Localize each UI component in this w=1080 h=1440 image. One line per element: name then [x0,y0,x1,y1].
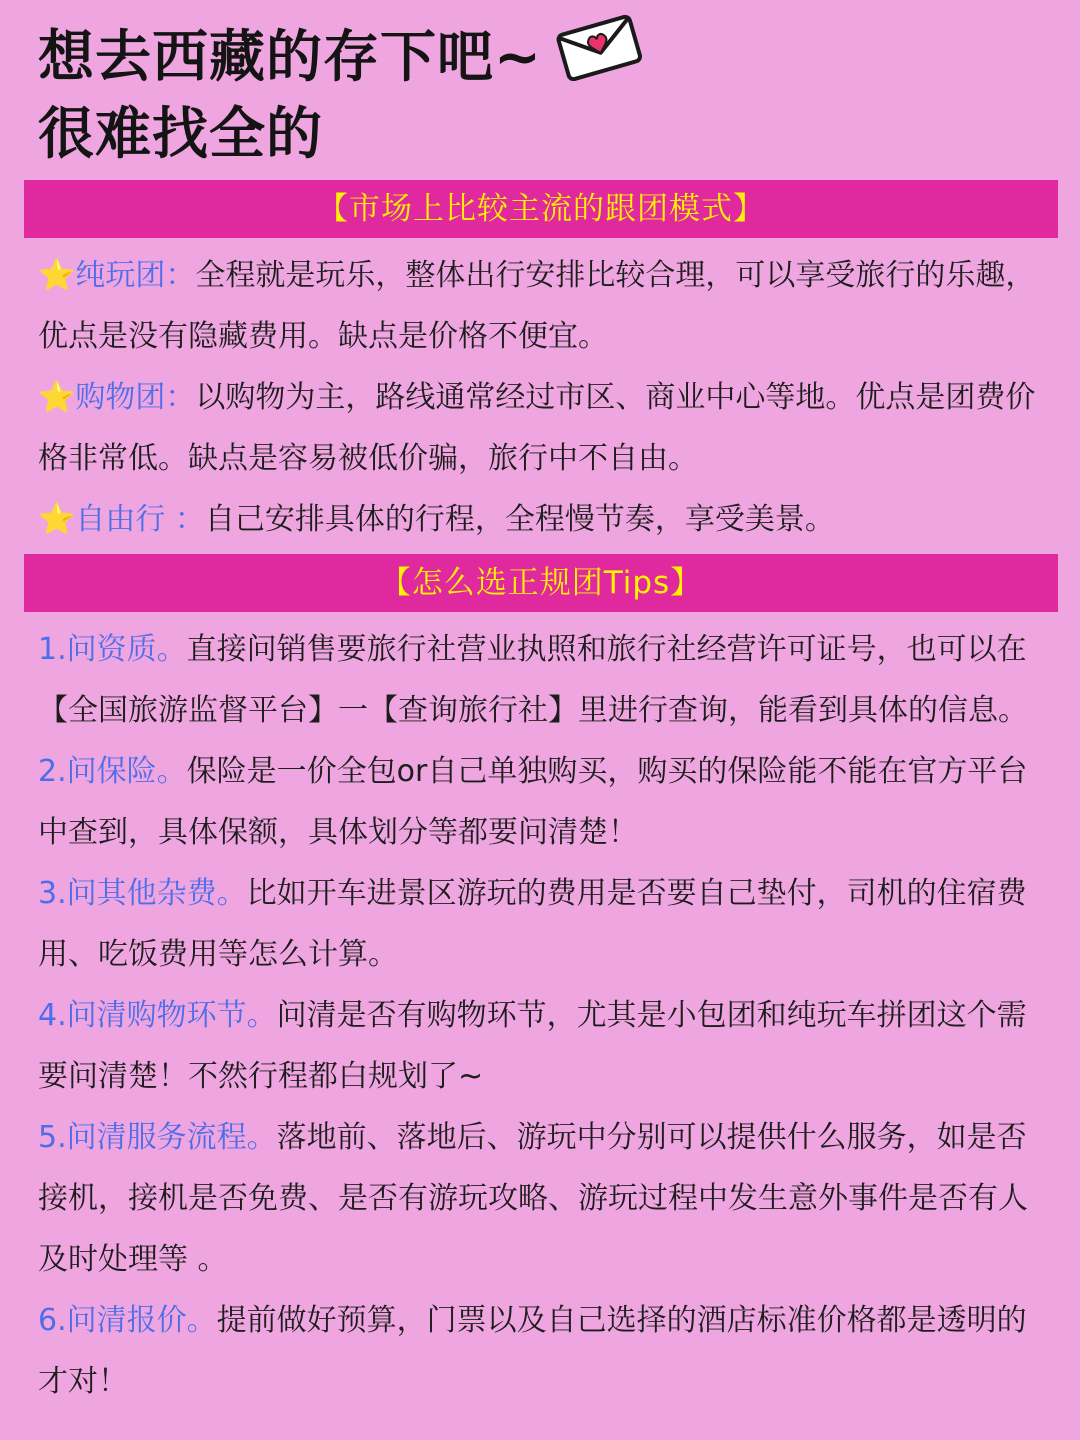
group-type-label: 纯玩团： [75,258,196,293]
section-banner-group-modes: 【市场上比较主流的跟团模式】 [24,180,1058,238]
group-type-item-independent [38,489,1048,550]
tip-label: 5.问清服务流程。 [38,1120,277,1155]
tip-label: 4.问清购物环节。 [38,998,277,1033]
page-title-line-2: 很难找全的 [38,101,323,167]
group-type-label: 购物团： [75,380,196,415]
group-type-item-pure-play [38,245,1048,367]
tip-description: 问清是否有购物环节，尤其是小包团和纯玩车拼团这个需要问清楚！不然行程都白规划了~ [38,998,1027,1094]
group-type-label: 自由行 ： [75,502,205,537]
tip-item-insurance [38,741,1048,863]
tip-item-pricing [38,1290,1048,1412]
section-banner-tips: 【怎么选正规团Tips】 [24,554,1058,612]
tip-item-other-fees [38,863,1048,985]
page-title-line-1 [38,22,1038,99]
love-letter-envelope-icon [556,13,642,99]
group-types-section [38,245,1048,550]
title-block [38,22,1038,171]
star-icon: ⭐ [38,380,76,415]
tip-description: 保险是一价全包or自己单独购买，购买的保险能不能在官方平台中查到，具体保额，具体划分等都要问清楚！ [38,754,1028,850]
tip-label: 1.问资质。 [38,632,187,667]
title-text-1: 想去西藏的存下吧~ [38,25,542,90]
tip-label: 6.问清报价。 [38,1303,217,1338]
tip-item-service-flow [38,1107,1048,1290]
star-icon: ⭐ [38,258,76,293]
tip-item-qualification [38,619,1048,741]
tip-description: 直接问销售要旅行社营业执照和旅行社经营许可证号，也可以在【全国旅游监督平台】一【查询旅行社】里进行查询，能看到具体的信息。 [38,632,1028,728]
tip-description: 比如开车进景区游玩的费用是否要自己垫付，司机的住宿费用、吃饭费用等怎么计算。 [38,876,1027,972]
group-type-description: 全程就是玩乐，整体出行安排比较合理，可以享受旅行的乐趣，优点是没有隐藏费用。缺点是价格不便宜。 [38,258,1036,354]
tip-label: 2.问保险。 [38,754,187,789]
tip-description: 落地前、落地后、游玩中分别可以提供什么服务，如是否接机，接机是否免费、是否有游玩攻略、游玩过程中发生意外事件是否有人及时处理等 。 [38,1120,1028,1277]
tips-section [38,619,1048,1412]
group-type-item-shopping [38,367,1048,489]
star-icon: ⭐ [38,502,76,537]
tip-item-shopping [38,985,1048,1107]
tip-description: 提前做好预算，门票以及自己选择的酒店标准价格都是透明的才对！ [38,1303,1027,1399]
group-type-description: 以购物为主，路线通常经过市区、商业中心等地。优点是团费价格非常低。缺点是容易被低价骗，旅行中不自由。 [38,380,1036,476]
tip-label: 3.问其他杂费。 [38,876,247,911]
group-type-description: 自己安排具体的行程，全程慢节奏，享受美景。 [204,502,835,537]
